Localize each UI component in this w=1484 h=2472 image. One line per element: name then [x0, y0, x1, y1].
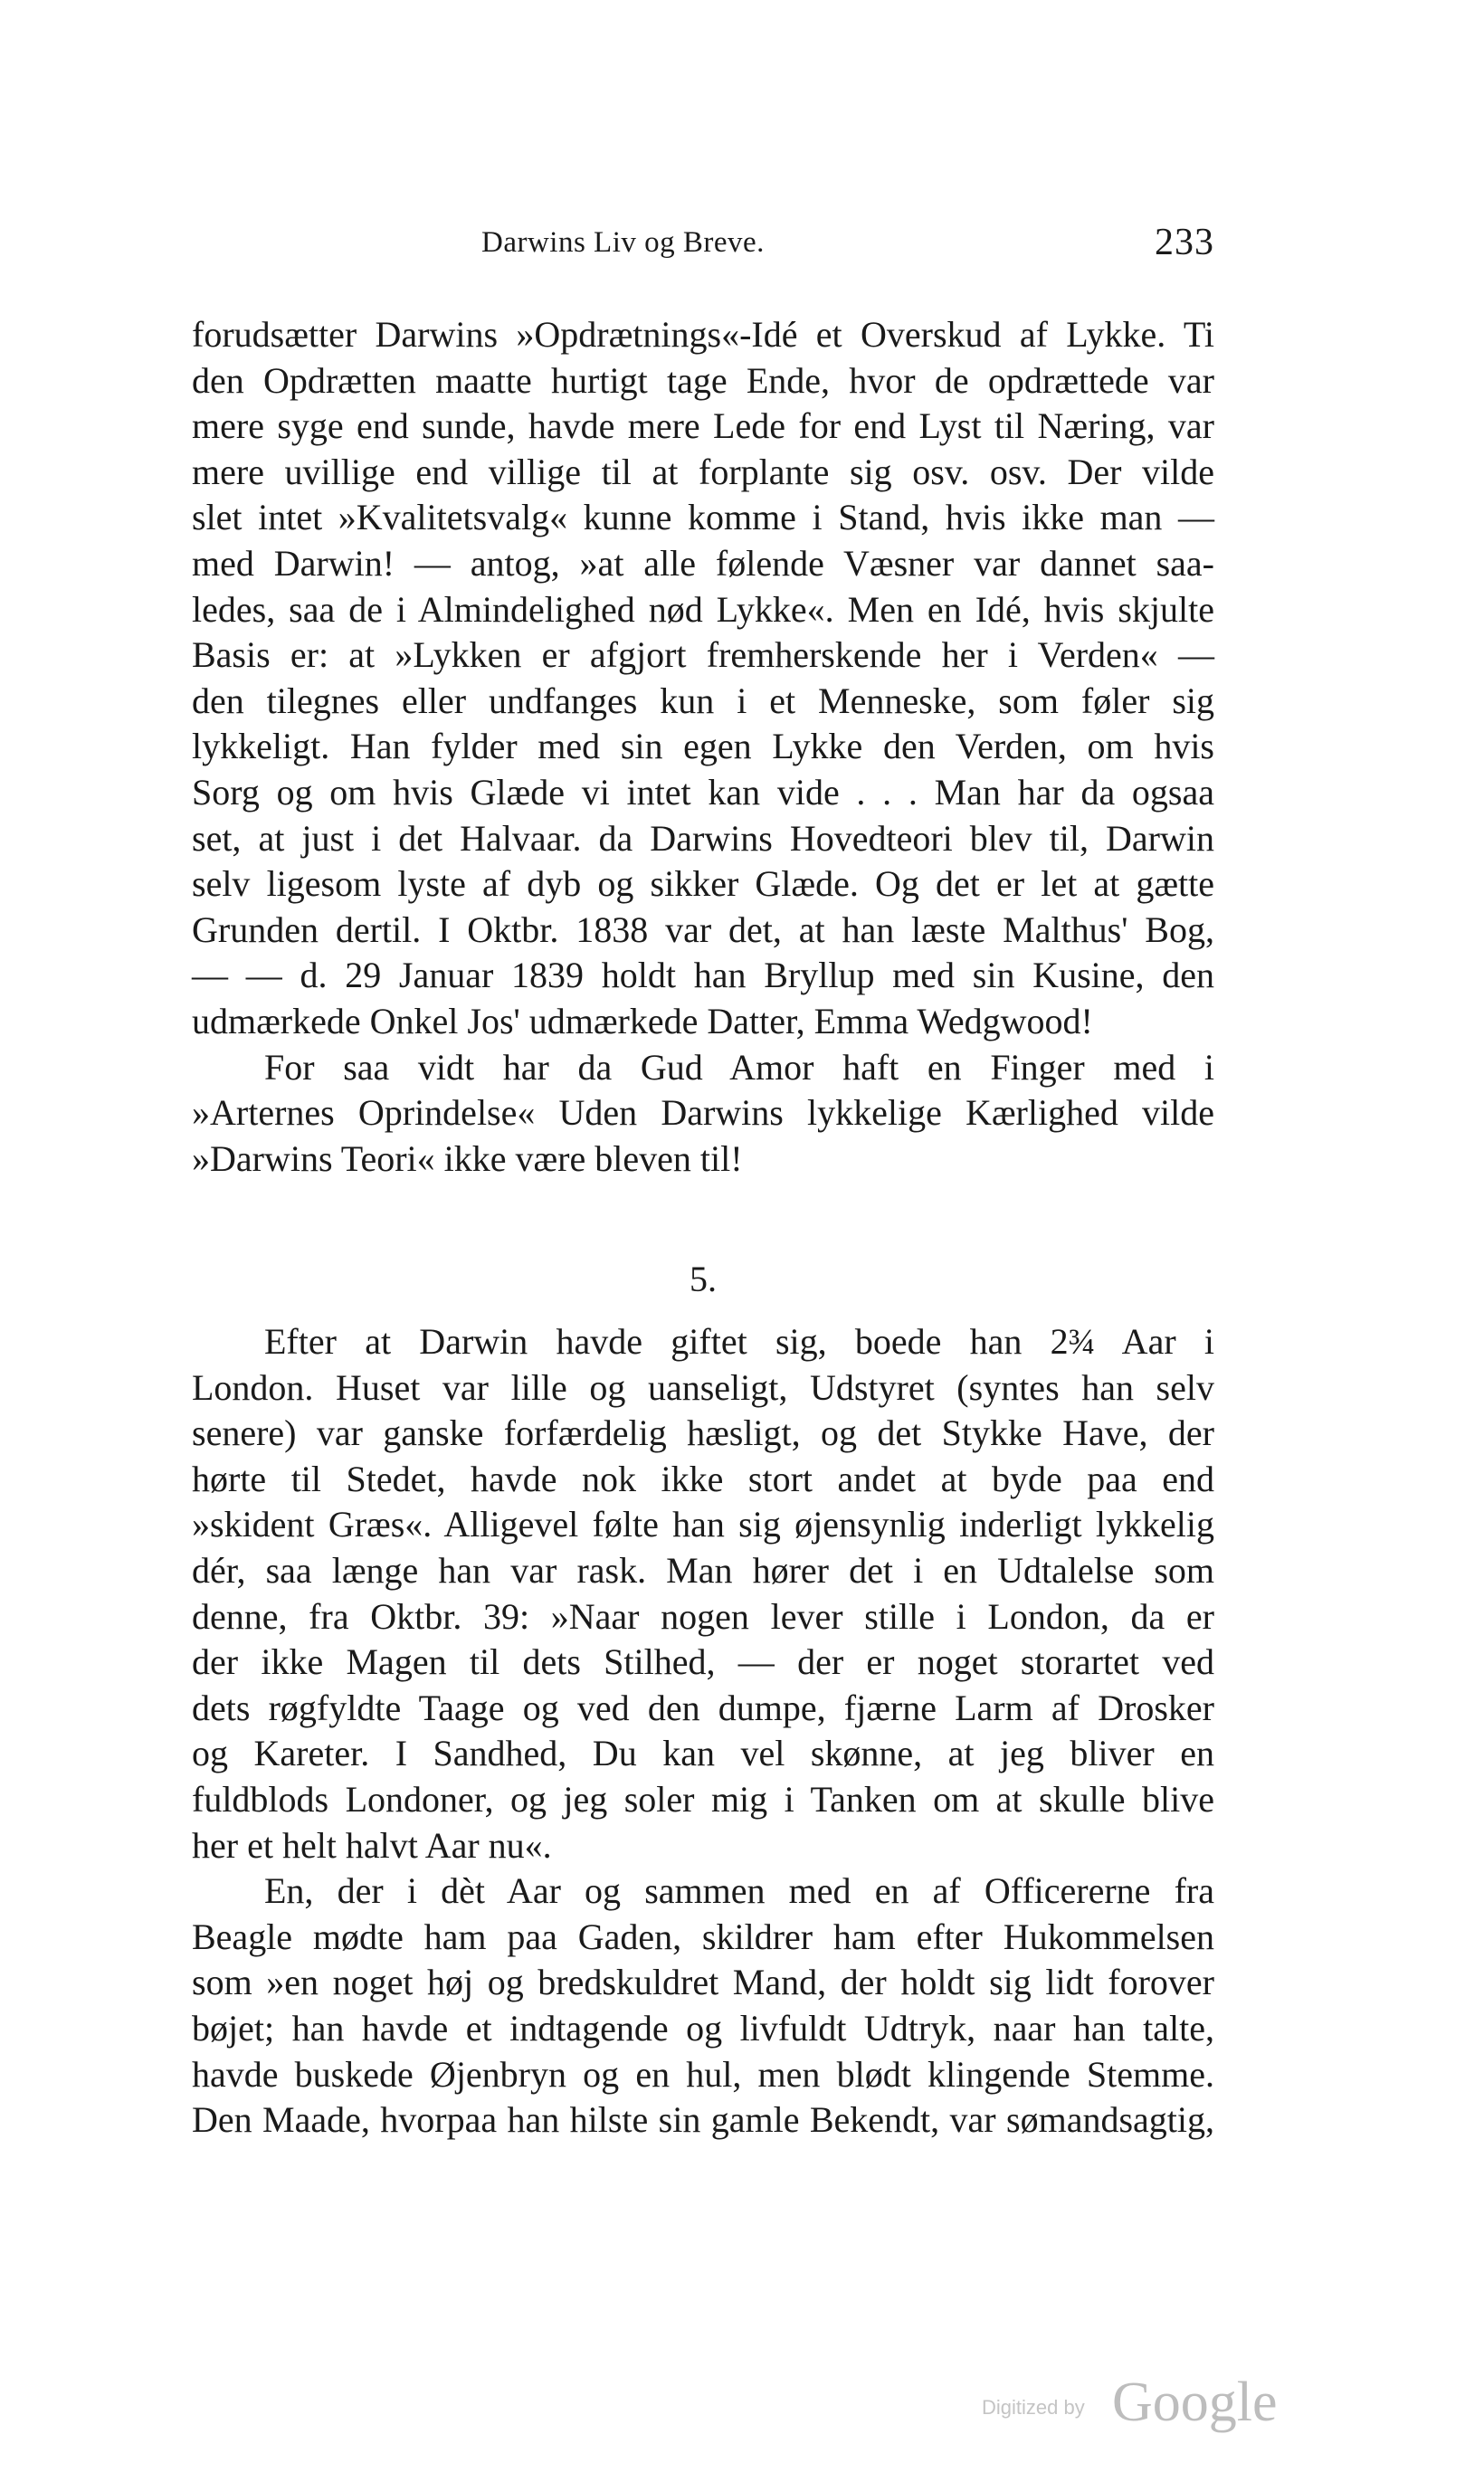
paragraph-2-line: »Darwins Teori« ikke være bleven til!: [192, 1137, 743, 1179]
paragraph-1-line: set, at just i det Halvaar. da Darwins Hovedteori blev til, Darwin: [192, 817, 1214, 859]
paragraph-3-line: dér, saa længe han var rask. Man hører det i en Udtalelse som: [192, 1549, 1214, 1591]
google-logo: Google: [1112, 2372, 1278, 2433]
text-block-lower: [192, 1319, 1214, 2144]
paragraph-1-line: Basis er: at »Lykken er afgjort fremherskende her i Verden« —: [192, 634, 1214, 676]
paragraph-1-line: Sorg og om hvis Glæde vi intet kan vide . . . Man har da ogsaa: [192, 771, 1214, 813]
digitized-by-label: Digitized by: [982, 2396, 1085, 2419]
paragraph-1-line: mere uvillige end villige til at forplante sig osv. osv. Der vilde: [192, 451, 1214, 492]
paragraph-3-line: dets røgfyldte Taage og ved den dumpe, fjærne Larm af Drosker: [192, 1687, 1214, 1728]
digitized-by-watermark: [982, 2371, 1326, 2433]
paragraph-3-line: og Kareter. I Sandhed, Du kan vel skønne, at jeg bliver en: [192, 1733, 1214, 1774]
paragraph-1-line: med Darwin! — antog, »at alle følende Væsner var dannet saa-: [192, 542, 1214, 584]
paragraph-1-line: slet intet »Kvalitetsvalg« kunne komme i Stand, hvis ikke man —: [192, 497, 1214, 538]
paragraph-1-line: selv ligesom lyste af dyb og sikker Glæde. Og det er let at gætte: [192, 863, 1214, 905]
paragraph-1-line: mere syge end sunde, havde mere Lede for end Lyst til Næring, var: [192, 405, 1214, 447]
paragraph-1-line: lykkeligt. Han fylder med sin egen Lykke den Verden, om hvis: [192, 726, 1214, 767]
paragraph-1-line: ledes, saa de i Almindelighed nød Lykke«. Men en Idé, hvis skjulte: [192, 588, 1214, 630]
paragraph-1-line: forudsætter Darwins »Opdrætnings«-Idé et Overskud af Lykke. Ti: [192, 314, 1214, 355]
section-number: 5.: [690, 1259, 717, 1299]
paragraph-3-line: London. Huset var lille og uanseligt, Udstyret (syntes han selv: [192, 1366, 1214, 1408]
paragraph-3-line: senere) var ganske forfærdelig hæsligt, og det Stykke Have, der: [192, 1412, 1214, 1454]
running-head: [192, 222, 1214, 280]
paragraph-3-line: denne, fra Oktbr. 39: »Naar nogen lever stille i London, da er: [192, 1595, 1214, 1637]
paragraph-3-line: hørte til Stedet, havde nok ikke stort andet at byde paa end: [192, 1458, 1214, 1499]
paragraph-1-line: — — d. 29 Januar 1839 holdt han Bryllup med sin Kusine, den: [192, 955, 1214, 996]
paragraph-4-line: Beagle mødte ham paa Gaden, skildrer ham efter Hukommelsen: [192, 1916, 1214, 1957]
text-block-upper: [192, 312, 1214, 1182]
paragraph-1-line: Grunden dertil. I Oktbr. 1838 var det, at han læste Malthus' Bog,: [192, 908, 1214, 950]
paragraph-3-line: her et helt halvt Aar nu«.: [192, 1824, 552, 1866]
paragraph-4-line: Den Maade, hvorpaa han hilste sin gamle Bekendt, var sømandsagtig,: [192, 2099, 1214, 2141]
paragraph-3-line: [192, 1319, 1214, 1365]
paragraph-2-line: [192, 1045, 1214, 1091]
paragraph-4-text: En, der i dèt Aar og sammen med en af Officererne fra: [264, 1870, 1214, 1912]
paragraph-4-line: bøjet; han havde et indtagende og livfuldt Udtryk, naar han talte,: [192, 2007, 1214, 2049]
paragraph-4-line: som »en noget høj og bredskuldret Mand, der holdt sig lidt forover: [192, 1962, 1214, 2003]
paragraph-1-line: den Opdrætten maatte hurtigt tage Ende, hvor de opdrættede var: [192, 359, 1214, 401]
running-title: Darwins Liv og Breve.: [481, 226, 765, 259]
paragraph-2-text: For saa vidt har da Gud Amor haft en Finger med i: [264, 1046, 1214, 1088]
paragraph-3-line: der ikke Magen til dets Stilhed, — der er noget storartet ved: [192, 1641, 1214, 1683]
paragraph-3-line: fuldblods Londoner, og jeg soler mig i Tanken om at skulle blive: [192, 1778, 1214, 1820]
paragraph-1-line: den tilegnes eller undfanges kun i et Menneske, som føler sig: [192, 680, 1214, 721]
paragraph-3-line: »skident Græs«. Alligevel følte han sig øjensynlig inderligt lykkelig: [192, 1504, 1214, 1545]
page-number: 233: [1155, 222, 1214, 263]
paragraph-4-line: havde buskede Øjenbryn og en hul, men blødt klingende Stemme.: [192, 2053, 1214, 2095]
paragraph-1-line: udmærkede Onkel Jos' udmærkede Datter, Emma Wedgwood!: [192, 1000, 1093, 1041]
paragraph-2-line: »Arternes Oprindelse« Uden Darwins lykkelige Kærlighed vilde: [192, 1092, 1214, 1134]
paragraph-3-text: Efter at Darwin havde giftet sig, boede han 2¾ Aar i: [264, 1321, 1214, 1362]
paragraph-4-line: [192, 1868, 1214, 1915]
